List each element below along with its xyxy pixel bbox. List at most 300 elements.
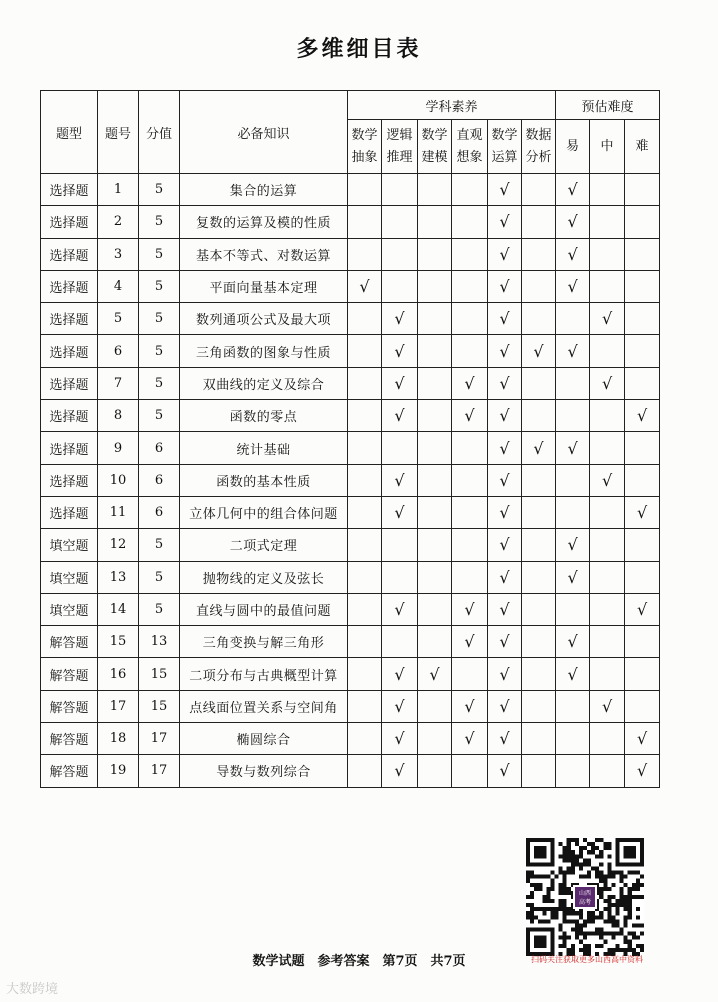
specification-table — [40, 90, 660, 788]
cell-difficulty-3: √ — [625, 755, 660, 787]
cell-number: 4 — [98, 270, 139, 302]
cell-knowledge: 双曲线的定义及综合 — [180, 367, 348, 399]
cell-literacy-2: √ — [382, 335, 418, 367]
header-literacy-line: 抽象 — [351, 149, 378, 165]
page-title: 多维细目表 — [296, 36, 422, 62]
cell-difficulty-1 — [556, 723, 590, 755]
page-footer: 数学试题 参考答案 第7页 共7页 — [252, 954, 466, 969]
cell-literacy-1 — [348, 464, 382, 496]
cell-difficulty-2 — [590, 626, 625, 658]
cell-knowledge: 导数与数列综合 — [180, 755, 348, 787]
cell-difficulty-2 — [590, 529, 625, 561]
cell-type: 选择题 — [41, 335, 98, 367]
cell-type: 选择题 — [41, 464, 98, 496]
cell-knowledge: 集合的运算 — [180, 174, 348, 206]
cell-score: 5 — [139, 367, 180, 399]
table-row — [41, 174, 660, 206]
header-literacy-line: 数学 — [351, 127, 378, 143]
cell-literacy-2: √ — [382, 723, 418, 755]
cell-difficulty-1 — [556, 464, 590, 496]
header-literacy-line: 运算 — [491, 149, 518, 165]
cell-literacy-2: √ — [382, 400, 418, 432]
cell-knowledge: 点线面位置关系与空间角 — [180, 690, 348, 722]
cell-difficulty-1: √ — [556, 561, 590, 593]
cell-number: 6 — [98, 335, 139, 367]
cell-literacy-4: √ — [452, 690, 488, 722]
cell-difficulty-1 — [556, 593, 590, 625]
cell-literacy-3 — [418, 755, 452, 787]
cell-literacy-6 — [522, 723, 556, 755]
cell-number: 1 — [98, 174, 139, 206]
header-literacy-line: 直观 — [456, 127, 483, 143]
cell-type: 解答题 — [41, 755, 98, 787]
cell-literacy-1 — [348, 174, 382, 206]
cell-difficulty-1 — [556, 400, 590, 432]
qr-caption: 扫码关注获取更多山西高中资料 — [531, 955, 643, 964]
cell-number: 13 — [98, 561, 139, 593]
cell-number: 16 — [98, 658, 139, 690]
cell-literacy-2 — [382, 561, 418, 593]
cell-score: 6 — [139, 496, 180, 528]
cell-literacy-3 — [418, 303, 452, 335]
cell-literacy-1 — [348, 593, 382, 625]
cell-number: 8 — [98, 400, 139, 432]
header-difficulty-3: 难 — [625, 120, 660, 174]
cell-difficulty-2 — [590, 206, 625, 238]
cell-literacy-5: √ — [488, 658, 522, 690]
cell-score: 5 — [139, 206, 180, 238]
cell-literacy-3 — [418, 464, 452, 496]
cell-difficulty-2: √ — [590, 303, 625, 335]
cell-literacy-5: √ — [488, 464, 522, 496]
table-row — [41, 238, 660, 270]
header-literacy-line: 逻辑 — [386, 127, 413, 143]
cell-literacy-3: √ — [418, 658, 452, 690]
header-literacy-line: 建模 — [421, 149, 448, 165]
cell-literacy-5: √ — [488, 206, 522, 238]
header-literacy-5 — [488, 120, 522, 174]
cell-literacy-4 — [452, 335, 488, 367]
cell-literacy-6: √ — [522, 432, 556, 464]
cell-literacy-4 — [452, 432, 488, 464]
table-row — [41, 593, 660, 625]
header-type: 题型 — [41, 91, 98, 174]
header-literacy-1 — [348, 120, 382, 174]
cell-difficulty-1: √ — [556, 206, 590, 238]
cell-literacy-2 — [382, 270, 418, 302]
cell-literacy-5: √ — [488, 270, 522, 302]
cell-literacy-6 — [522, 755, 556, 787]
cell-literacy-5: √ — [488, 529, 522, 561]
cell-number: 12 — [98, 529, 139, 561]
cell-number: 15 — [98, 626, 139, 658]
cell-literacy-2: √ — [382, 755, 418, 787]
cell-literacy-5: √ — [488, 561, 522, 593]
header-literacy-line: 推理 — [386, 149, 413, 165]
cell-score: 5 — [139, 529, 180, 561]
cell-score: 6 — [139, 464, 180, 496]
watermark: 大数跨境 — [6, 982, 59, 997]
cell-score: 6 — [139, 432, 180, 464]
header-literacy-group: 学科素养 — [348, 91, 556, 120]
cell-literacy-4: √ — [452, 723, 488, 755]
cell-literacy-1 — [348, 206, 382, 238]
qr-code — [526, 838, 644, 956]
cell-literacy-6 — [522, 367, 556, 399]
cell-literacy-3 — [418, 593, 452, 625]
cell-difficulty-1: √ — [556, 658, 590, 690]
cell-literacy-4: √ — [452, 400, 488, 432]
cell-difficulty-2 — [590, 270, 625, 302]
table-row — [41, 270, 660, 302]
cell-knowledge: 三角变换与解三角形 — [180, 626, 348, 658]
cell-score: 5 — [139, 400, 180, 432]
cell-score: 17 — [139, 755, 180, 787]
table-row — [41, 367, 660, 399]
cell-difficulty-3 — [625, 367, 660, 399]
cell-score: 5 — [139, 270, 180, 302]
cell-number: 5 — [98, 303, 139, 335]
cell-literacy-4 — [452, 496, 488, 528]
cell-literacy-5: √ — [488, 723, 522, 755]
cell-type: 选择题 — [41, 174, 98, 206]
cell-literacy-6: √ — [522, 335, 556, 367]
header-knowledge: 必备知识 — [180, 91, 348, 174]
table-row — [41, 432, 660, 464]
cell-literacy-1 — [348, 658, 382, 690]
cell-type: 选择题 — [41, 238, 98, 270]
cell-literacy-4 — [452, 303, 488, 335]
cell-literacy-1 — [348, 723, 382, 755]
cell-score: 5 — [139, 593, 180, 625]
cell-literacy-2: √ — [382, 367, 418, 399]
table-row — [41, 303, 660, 335]
cell-literacy-1 — [348, 367, 382, 399]
cell-difficulty-2 — [590, 561, 625, 593]
cell-difficulty-1: √ — [556, 432, 590, 464]
cell-literacy-2 — [382, 174, 418, 206]
cell-difficulty-3 — [625, 626, 660, 658]
cell-number: 19 — [98, 755, 139, 787]
header-number: 题号 — [98, 91, 139, 174]
cell-type: 填空题 — [41, 561, 98, 593]
cell-difficulty-1: √ — [556, 529, 590, 561]
cell-type: 选择题 — [41, 400, 98, 432]
cell-difficulty-2 — [590, 400, 625, 432]
cell-literacy-3 — [418, 335, 452, 367]
cell-literacy-4 — [452, 529, 488, 561]
cell-difficulty-2 — [590, 174, 625, 206]
cell-type: 解答题 — [41, 658, 98, 690]
table-row — [41, 755, 660, 787]
cell-literacy-6 — [522, 206, 556, 238]
cell-literacy-2: √ — [382, 593, 418, 625]
cell-difficulty-3 — [625, 561, 660, 593]
cell-literacy-4: √ — [452, 593, 488, 625]
header-literacy-4 — [452, 120, 488, 174]
cell-knowledge: 数列通项公式及最大项 — [180, 303, 348, 335]
cell-type: 选择题 — [41, 496, 98, 528]
cell-literacy-2: √ — [382, 464, 418, 496]
cell-literacy-6 — [522, 690, 556, 722]
cell-type: 解答题 — [41, 626, 98, 658]
cell-literacy-3 — [418, 690, 452, 722]
header-literacy-line: 数据 — [525, 127, 552, 143]
header-literacy-line: 分析 — [525, 149, 552, 165]
cell-literacy-2: √ — [382, 496, 418, 528]
cell-literacy-1 — [348, 496, 382, 528]
cell-difficulty-2 — [590, 335, 625, 367]
cell-number: 9 — [98, 432, 139, 464]
cell-difficulty-2 — [590, 432, 625, 464]
cell-literacy-6 — [522, 496, 556, 528]
cell-literacy-3 — [418, 626, 452, 658]
cell-number: 2 — [98, 206, 139, 238]
header-literacy-6 — [522, 120, 556, 174]
cell-difficulty-3 — [625, 658, 660, 690]
header-literacy-line: 数学 — [421, 127, 448, 143]
cell-number: 10 — [98, 464, 139, 496]
table-row — [41, 690, 660, 722]
cell-literacy-4 — [452, 561, 488, 593]
qr-badge-logo — [573, 885, 597, 909]
cell-type: 解答题 — [41, 723, 98, 755]
cell-score: 5 — [139, 561, 180, 593]
cell-literacy-4 — [452, 464, 488, 496]
cell-literacy-4: √ — [452, 626, 488, 658]
table-row — [41, 400, 660, 432]
cell-literacy-5: √ — [488, 174, 522, 206]
cell-score: 5 — [139, 174, 180, 206]
header-difficulty-2: 中 — [590, 120, 625, 174]
cell-score: 5 — [139, 238, 180, 270]
cell-difficulty-2 — [590, 496, 625, 528]
cell-literacy-6 — [522, 303, 556, 335]
cell-difficulty-1: √ — [556, 174, 590, 206]
cell-literacy-3 — [418, 270, 452, 302]
cell-type: 填空题 — [41, 593, 98, 625]
cell-knowledge: 三角函数的图象与性质 — [180, 335, 348, 367]
cell-knowledge: 函数的基本性质 — [180, 464, 348, 496]
table-row — [41, 206, 660, 238]
cell-difficulty-3 — [625, 174, 660, 206]
cell-literacy-5: √ — [488, 400, 522, 432]
table-row — [41, 529, 660, 561]
cell-number: 17 — [98, 690, 139, 722]
cell-difficulty-3 — [625, 529, 660, 561]
table-row — [41, 626, 660, 658]
cell-difficulty-1 — [556, 367, 590, 399]
cell-literacy-1 — [348, 690, 382, 722]
header-literacy-3 — [418, 120, 452, 174]
cell-literacy-6 — [522, 238, 556, 270]
cell-literacy-6 — [522, 270, 556, 302]
cell-score: 5 — [139, 335, 180, 367]
cell-literacy-1 — [348, 238, 382, 270]
cell-score: 15 — [139, 690, 180, 722]
cell-literacy-3 — [418, 723, 452, 755]
cell-difficulty-3 — [625, 238, 660, 270]
cell-difficulty-2 — [590, 658, 625, 690]
header-score: 分值 — [139, 91, 180, 174]
cell-difficulty-3 — [625, 303, 660, 335]
cell-literacy-3 — [418, 400, 452, 432]
cell-difficulty-1 — [556, 690, 590, 722]
qr-badge-line-2: 高考 — [578, 899, 591, 906]
table-row — [41, 496, 660, 528]
cell-literacy-3 — [418, 238, 452, 270]
cell-number: 14 — [98, 593, 139, 625]
cell-literacy-5: √ — [488, 690, 522, 722]
cell-literacy-6 — [522, 626, 556, 658]
cell-literacy-3 — [418, 496, 452, 528]
table-row — [41, 658, 660, 690]
cell-type: 选择题 — [41, 303, 98, 335]
cell-difficulty-3 — [625, 464, 660, 496]
cell-literacy-1 — [348, 432, 382, 464]
cell-literacy-3 — [418, 432, 452, 464]
cell-literacy-5: √ — [488, 593, 522, 625]
cell-literacy-6 — [522, 593, 556, 625]
cell-difficulty-2 — [590, 723, 625, 755]
cell-literacy-4 — [452, 755, 488, 787]
cell-literacy-4 — [452, 174, 488, 206]
cell-difficulty-3: √ — [625, 496, 660, 528]
cell-difficulty-3 — [625, 432, 660, 464]
cell-literacy-4 — [452, 238, 488, 270]
cell-difficulty-2 — [590, 238, 625, 270]
cell-literacy-5: √ — [488, 755, 522, 787]
cell-type: 选择题 — [41, 367, 98, 399]
cell-literacy-6 — [522, 658, 556, 690]
table-row — [41, 723, 660, 755]
header-difficulty-1: 易 — [556, 120, 590, 174]
cell-knowledge: 直线与圆中的最值问题 — [180, 593, 348, 625]
cell-knowledge: 平面向量基本定理 — [180, 270, 348, 302]
cell-literacy-6 — [522, 174, 556, 206]
cell-literacy-1 — [348, 335, 382, 367]
cell-literacy-6 — [522, 400, 556, 432]
cell-knowledge: 立体几何中的组合体问题 — [180, 496, 348, 528]
cell-number: 3 — [98, 238, 139, 270]
cell-literacy-1: √ — [348, 270, 382, 302]
cell-knowledge: 复数的运算及模的性质 — [180, 206, 348, 238]
cell-literacy-3 — [418, 174, 452, 206]
cell-knowledge: 二项式定理 — [180, 529, 348, 561]
cell-literacy-5: √ — [488, 626, 522, 658]
cell-literacy-1 — [348, 529, 382, 561]
cell-score: 13 — [139, 626, 180, 658]
cell-literacy-5: √ — [488, 432, 522, 464]
cell-type: 选择题 — [41, 206, 98, 238]
cell-difficulty-2: √ — [590, 464, 625, 496]
cell-difficulty-2: √ — [590, 690, 625, 722]
cell-literacy-1 — [348, 303, 382, 335]
cell-literacy-1 — [348, 561, 382, 593]
cell-literacy-5: √ — [488, 303, 522, 335]
cell-knowledge: 抛物线的定义及弦长 — [180, 561, 348, 593]
cell-number: 18 — [98, 723, 139, 755]
cell-literacy-3 — [418, 561, 452, 593]
header-literacy-line: 数学 — [491, 127, 518, 143]
cell-difficulty-1: √ — [556, 238, 590, 270]
cell-literacy-1 — [348, 400, 382, 432]
cell-literacy-5: √ — [488, 238, 522, 270]
cell-difficulty-3 — [625, 690, 660, 722]
cell-literacy-6 — [522, 561, 556, 593]
cell-score: 5 — [139, 303, 180, 335]
cell-literacy-3 — [418, 206, 452, 238]
cell-score: 15 — [139, 658, 180, 690]
cell-literacy-2 — [382, 432, 418, 464]
cell-type: 选择题 — [41, 270, 98, 302]
cell-literacy-2: √ — [382, 303, 418, 335]
header-literacy-line: 想象 — [456, 149, 483, 165]
cell-difficulty-1: √ — [556, 270, 590, 302]
cell-literacy-2 — [382, 626, 418, 658]
cell-literacy-6 — [522, 529, 556, 561]
cell-literacy-4 — [452, 206, 488, 238]
cell-literacy-4 — [452, 658, 488, 690]
header-literacy-2 — [382, 120, 418, 174]
cell-difficulty-3: √ — [625, 723, 660, 755]
cell-literacy-4 — [452, 270, 488, 302]
cell-difficulty-2 — [590, 593, 625, 625]
cell-literacy-1 — [348, 755, 382, 787]
cell-literacy-2: √ — [382, 690, 418, 722]
cell-difficulty-3: √ — [625, 400, 660, 432]
cell-literacy-5: √ — [488, 335, 522, 367]
cell-difficulty-2 — [590, 755, 625, 787]
cell-difficulty-1 — [556, 755, 590, 787]
cell-difficulty-3 — [625, 335, 660, 367]
cell-literacy-2 — [382, 238, 418, 270]
cell-number: 11 — [98, 496, 139, 528]
cell-literacy-4: √ — [452, 367, 488, 399]
cell-knowledge: 基本不等式、对数运算 — [180, 238, 348, 270]
table-row — [41, 335, 660, 367]
cell-literacy-6 — [522, 464, 556, 496]
table-row — [41, 561, 660, 593]
cell-literacy-5: √ — [488, 496, 522, 528]
cell-difficulty-3: √ — [625, 593, 660, 625]
cell-knowledge: 二项分布与古典概型计算 — [180, 658, 348, 690]
cell-knowledge: 椭圆综合 — [180, 723, 348, 755]
cell-literacy-2 — [382, 206, 418, 238]
header-difficulty-group: 预估难度 — [556, 91, 660, 120]
cell-knowledge: 统计基础 — [180, 432, 348, 464]
cell-difficulty-2: √ — [590, 367, 625, 399]
cell-knowledge: 函数的零点 — [180, 400, 348, 432]
cell-literacy-1 — [348, 626, 382, 658]
cell-literacy-3 — [418, 529, 452, 561]
cell-literacy-5: √ — [488, 367, 522, 399]
cell-number: 7 — [98, 367, 139, 399]
cell-type: 解答题 — [41, 690, 98, 722]
cell-difficulty-1 — [556, 496, 590, 528]
table-row — [41, 464, 660, 496]
qr-badge-line-1: 山西 — [578, 890, 591, 897]
cell-difficulty-1 — [556, 303, 590, 335]
cell-literacy-3 — [418, 367, 452, 399]
cell-literacy-2 — [382, 529, 418, 561]
cell-difficulty-3 — [625, 206, 660, 238]
cell-type: 填空题 — [41, 529, 98, 561]
cell-difficulty-1: √ — [556, 335, 590, 367]
cell-difficulty-1: √ — [556, 626, 590, 658]
cell-difficulty-3 — [625, 270, 660, 302]
cell-score: 17 — [139, 723, 180, 755]
